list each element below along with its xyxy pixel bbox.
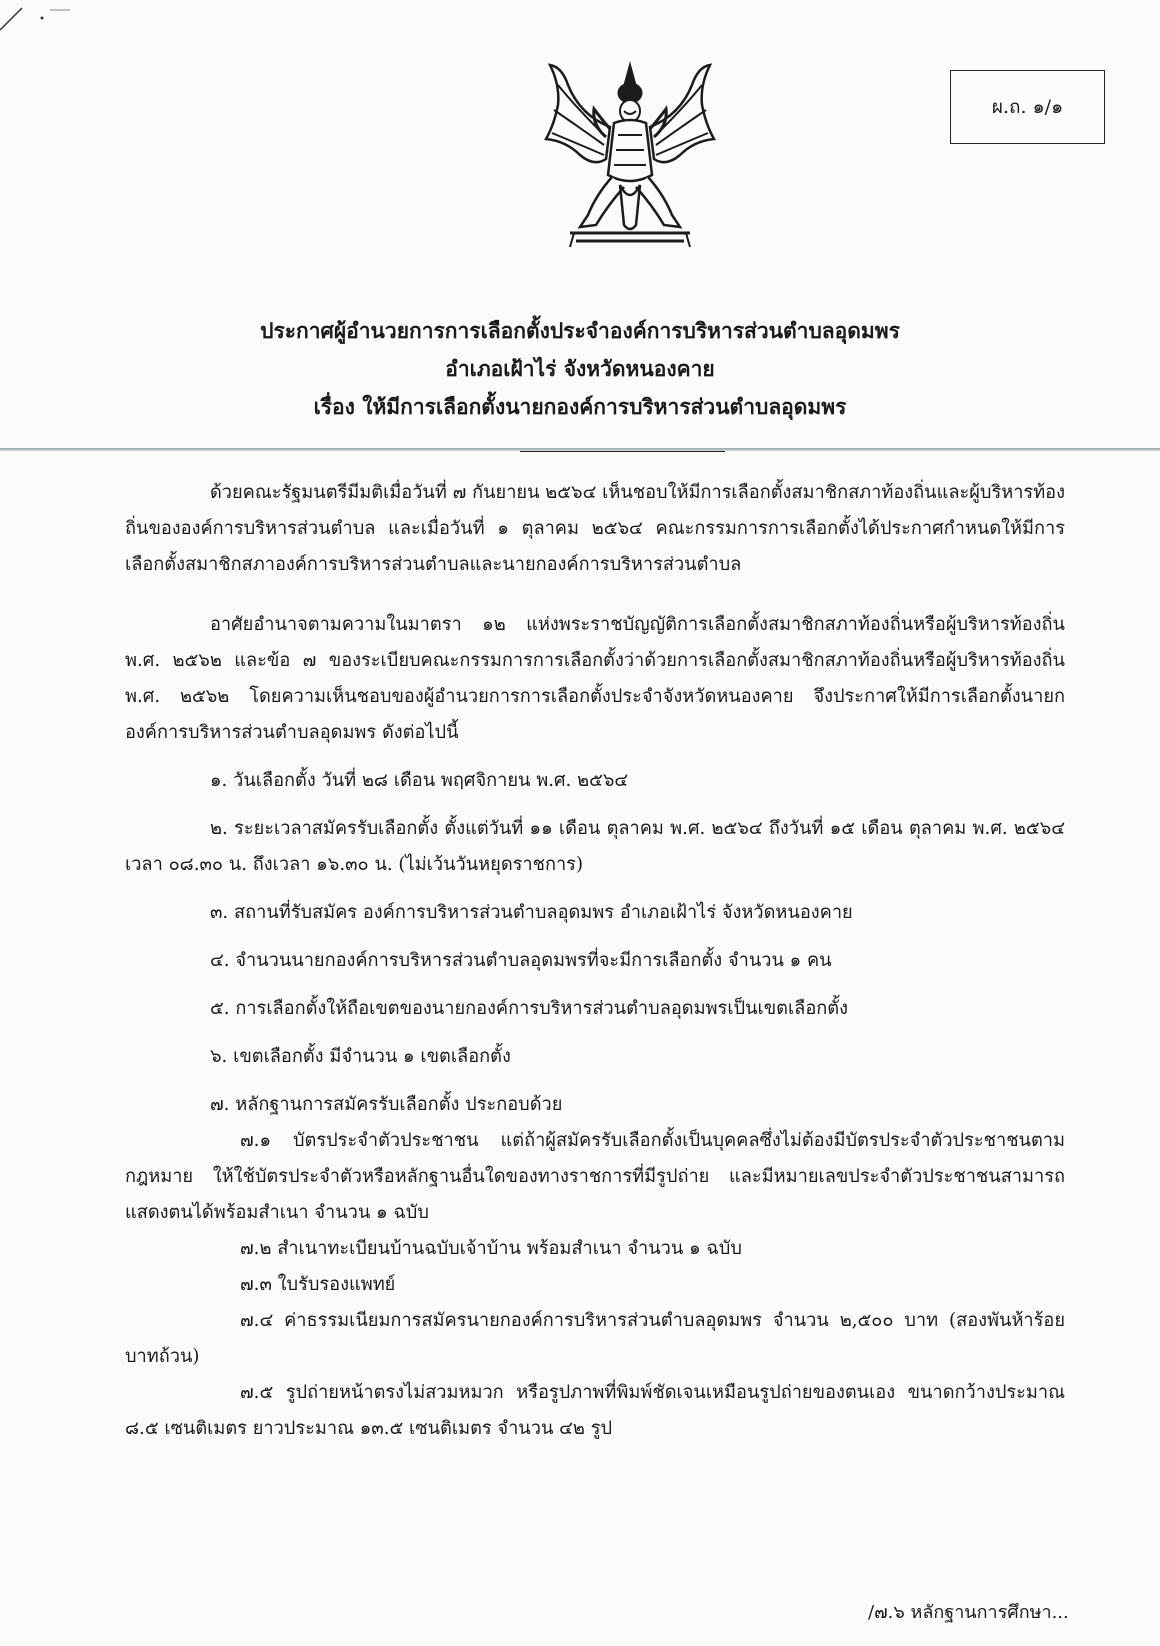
item-constituency-definition: ๕. การเลือกตั้งให้ถือเขตของนายกองค์การบริหารส่วนตำบลอุดมพรเป็นเขตเลือกตั้ง [210, 998, 848, 1019]
title-divider [520, 451, 725, 452]
corner-pen-mark [0, 0, 70, 40]
form-code-box [950, 70, 1105, 144]
title-line-3: เรื่อง ให้มีการเลือกตั้งนายกองค์การบริหารส่วนตำบลอุดมพร [313, 394, 847, 419]
item-number-of-positions: ๔. จำนวนนายกองค์การบริหารส่วนตำบลอุดมพรที่จะมีการเลือกตั้ง จำนวน ๑ คน [210, 950, 832, 971]
garuda-emblem-icon [540, 55, 720, 250]
sub-item-application-fee: ๗.๔ ค่าธรรมเนียมการสมัครนายกองค์การบริหารส่วนตำบลอุดมพร จำนวน ๒,๕๐๐ บาท (สองพันห้าร้อยบาทถ้วน) [125, 1310, 1065, 1367]
paragraph-cabinet-resolution: ด้วยคณะรัฐมนตรีมีมติเมื่อวันที่ ๗ กันยายน ๒๕๖๔ เห็นชอบให้มีการเลือกตั้งสมาชิกสภาท้องถิ่นและผู้บริหารท้องถิ่นขององค์การบริหารส่วนตำบล และเมื่อวันที่ ๑ ตุลาคม ๒๕๖๔ คณะกรรมการการเลือกตั้งได้ประกาศกำหนดให้มีการเลือกตั้งสมาชิกสภาองค์การบริหารส่วนตำบลและนายกองค์การบริหารส่วนตำบล [125, 482, 1065, 575]
item-application-period: ๒. ระยะเวลาสมัครรับเลือกตั้ง ตั้งแต่วันที่ ๑๑ เดือน ตุลาคม พ.ศ. ๒๕๖๔ ถึงวันที่ ๑๕ เดือน ตุลาคม พ.ศ. ๒๕๖๔ เวลา ๐๘.๓๐ น. ถึงเวลา ๑๖.๓๐ น. (ไม่เว้นวันหยุดราชการ) [125, 818, 1065, 875]
sub-item-photographs: ๗.๕ รูปถ่ายหน้าตรงไม่สวมหมวก หรือรูปภาพที่พิมพ์ชัดเจนเหมือนรูปถ่ายของตนเอง ขนาดกว้างประมาณ ๘.๕ เซนติเมตร ยาวประมาณ ๑๓.๕ เซนติเมตร จำนวน ๔๒ รูป [125, 1382, 1065, 1439]
item-application-location: ๓. สถานที่รับสมัคร องค์การบริหารส่วนตำบลอุดมพร อำเภอเฝ้าไร่ จังหวัดหนองคาย [210, 902, 853, 923]
announcement-body [125, 475, 1065, 1447]
title-line-1: ประกาศผู้อำนวยการการเลือกตั้งประจำองค์การบริหารส่วนตำบลอุดมพร [260, 318, 900, 343]
item-required-documents: ๗. หลักฐานการสมัครรับเลือกตั้ง ประกอบด้วย [210, 1094, 563, 1115]
title-line-2: อำเภอเฝ้าไร่ จังหวัดหนองคาย [445, 356, 715, 381]
item-constituency-count: ๖. เขตเลือกตั้ง มีจำนวน ๑ เขตเลือกตั้ง [210, 1046, 511, 1067]
sub-item-house-registration: ๗.๒ สำเนาทะเบียนบ้านฉบับเจ้าบ้าน พร้อมสำเนา จำนวน ๑ ฉบับ [240, 1238, 742, 1259]
sub-item-id-card: ๗.๑ บัตรประจำตัวประชาชน แต่ถ้าผู้สมัครรับเลือกตั้งเป็นบุคคลซึ่งไม่ต้องมีบัตรประจำตัวประชาชนตามกฎหมาย ให้ใช้บัตรประจำตัวหรือหลักฐานอื่นใดของทางราชการที่มีรูปถ่าย และมีหมายเลขประจำตัวประชาชนสามารถแสดงตนได้พร้อมสำเนา จำนวน ๑ ฉบับ [125, 1130, 1065, 1223]
form-code: ผ.ถ. ๑/๑ [991, 96, 1064, 118]
sub-item-medical-certificate: ๗.๓ ใบรับรองแพทย์ [240, 1274, 396, 1295]
item-election-date: ๑. วันเลือกตั้ง วันที่ ๒๘ เดือน พฤศจิกายน พ.ศ. ๒๕๖๔ [210, 770, 629, 791]
continued-next-page: /๗.๖ หลักฐานการศึกษา... [868, 1602, 1069, 1623]
paragraph-legal-authority: อาศัยอำนาจตามความในมาตรา ๑๒ แห่งพระราชบัญญัติการเลือกตั้งสมาชิกสภาท้องถิ่นหรือผู้บริหารท้องถิ่น พ.ศ. ๒๕๖๒ และข้อ ๗ ของระเบียบคณะกรรมการการเลือกตั้งว่าด้วยการเลือกตั้งสมาชิกสภาท้องถิ่นหรือผู้บริหารท้องถิ่น พ.ศ. ๒๕๖๒ โดยความเห็นชอบของผู้อำนวยการการเลือกตั้งประจำจังหวัดหนองคาย จึงประกาศให้มีการเลือกตั้งนายกองค์การบริหารส่วนตำบลอุดมพร ดังต่อไปนี้ [125, 614, 1065, 743]
announcement-title [0, 312, 1160, 426]
